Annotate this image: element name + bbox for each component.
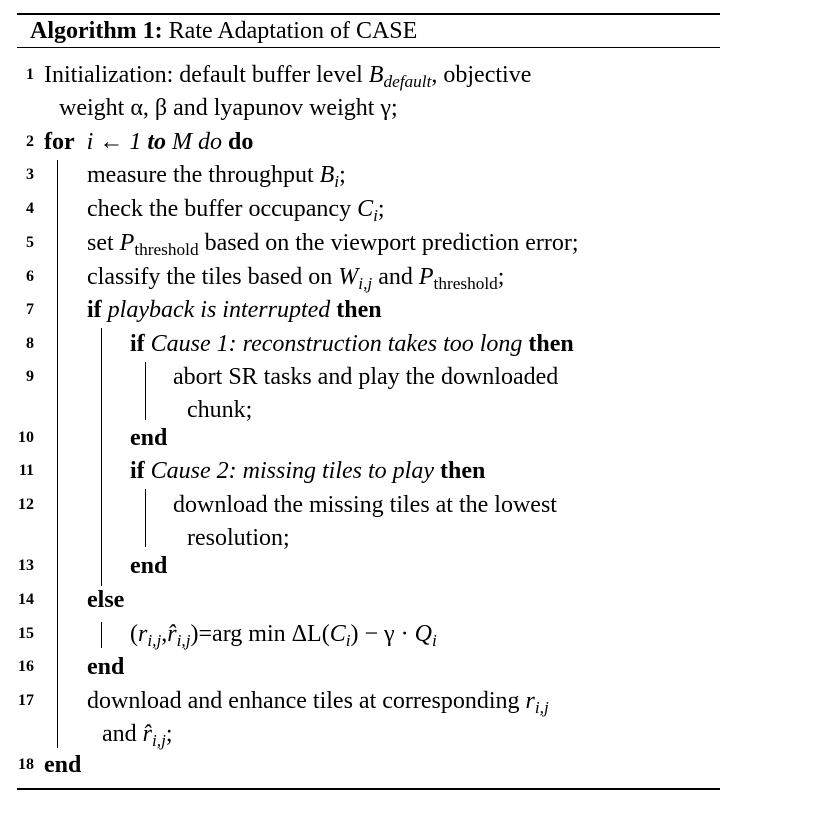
kw-end: end (44, 752, 82, 778)
c-i-symbol: C (357, 196, 374, 222)
condition: Cause 1: reconstruction takes too long (150, 331, 523, 357)
line-9-text: abort SR tasks and play the downloaded (173, 364, 559, 390)
line-number: 14 (18, 591, 34, 608)
q-symbol: Q (414, 621, 432, 647)
p-threshold-subscript: threshold (134, 240, 199, 260)
line-3 (87, 160, 346, 190)
line-16 (87, 652, 124, 682)
p-threshold-symbol: P (119, 230, 135, 256)
kw-do: do (228, 129, 254, 155)
formula-comma: , (161, 621, 168, 647)
line-6 (87, 262, 504, 292)
r-hat-symbol: r̂ (167, 621, 177, 647)
caption-label: Algorithm 1: (30, 18, 163, 44)
line-5 (87, 228, 578, 258)
r-hat-subscript: i,j (176, 631, 191, 651)
kw-if: if (87, 297, 102, 323)
kw-end: end (130, 425, 168, 451)
r-symbol: r (138, 621, 148, 647)
c-i-subscript: i (373, 206, 378, 226)
c-symbol: C (329, 621, 346, 647)
if-scope-bar (101, 328, 102, 586)
kw-if: if (130, 458, 145, 484)
formula-argmin: )=arg min ΔL( (190, 621, 330, 647)
line-2 (44, 127, 253, 157)
formula-open: ( (130, 621, 138, 647)
w-ij-symbol: W (338, 264, 359, 290)
line-number: 2 (26, 133, 34, 150)
line-4 (87, 194, 385, 224)
line-number: 13 (18, 557, 34, 574)
r-hat-ij-subscript: i,j (152, 731, 166, 751)
line-14 (87, 585, 124, 615)
line-17-text: download and enhance tiles at corresponding (87, 688, 520, 714)
line-12-cont-text: resolution; (187, 525, 290, 551)
else-scope-bar (101, 622, 102, 648)
line-12 (173, 490, 557, 520)
kw-for: for (44, 129, 75, 155)
line-6-text: classify the tiles based on (87, 264, 333, 290)
kw-end: end (87, 654, 125, 680)
loop-expr: i ← 1 (86, 129, 142, 155)
line-6-and: and (378, 264, 413, 290)
kw-then: then (336, 297, 382, 323)
line-4-end: ; (377, 196, 385, 222)
kw-then: then (528, 331, 574, 357)
r-hat-ij-symbol: r̂ (142, 721, 152, 747)
line-1 (44, 60, 531, 90)
c-subscript: i (345, 631, 351, 651)
line-12-text: download the missing tiles at the lowest (173, 492, 557, 518)
formula-minus: ) − γ · (350, 621, 415, 647)
caption-title: Rate Adaptation of CASE (168, 18, 418, 44)
if1-scope-bar (145, 362, 146, 420)
line-1-text: Initialization: default buffer level (44, 62, 363, 88)
b-i-symbol: B (319, 162, 335, 188)
line-number: 1 (26, 66, 34, 83)
line-number: 8 (26, 335, 34, 352)
kw-else: else (87, 587, 125, 613)
line-6-end: ; (497, 264, 505, 290)
for-scope-bar (57, 160, 58, 748)
kw-if: if (130, 331, 145, 357)
b-default-subscript: default (383, 72, 432, 92)
condition: playback is interrupted (107, 297, 331, 323)
algorithm-caption (30, 16, 417, 46)
line-number: 6 (26, 268, 34, 285)
line-number: 12 (18, 496, 34, 513)
line-1-cont-text: weight α, β and lyapunov weight γ; (59, 95, 398, 121)
line-number: 15 (18, 625, 34, 642)
line-8 (130, 329, 574, 359)
q-subscript: i (432, 631, 437, 651)
line-number: 9 (26, 368, 34, 385)
line-17-and: and (102, 721, 137, 747)
r-ij-subscript: i,j (534, 698, 549, 718)
line-5-text: set (87, 230, 114, 256)
r-subscript: i,j (147, 631, 162, 651)
b-default-symbol: B (368, 62, 384, 88)
kw-end: end (130, 553, 168, 579)
line-number: 3 (26, 166, 34, 183)
kw-do-italic: do (198, 129, 222, 155)
line-number: 18 (18, 756, 34, 773)
line-13 (130, 551, 167, 581)
line-9-cont-text: chunk; (187, 397, 253, 423)
line-15 (130, 619, 437, 649)
condition: Cause 2: missing tiles to play (150, 458, 434, 484)
line-17-cont (102, 719, 173, 749)
if2-scope-bar (145, 489, 146, 547)
rule-top (17, 13, 720, 15)
p-threshold-subscript: threshold (433, 274, 498, 294)
line-5-tail: based on the viewport prediction error; (204, 230, 579, 256)
line-number: 17 (18, 692, 34, 709)
line-11 (130, 456, 485, 486)
w-ij-subscript: i,j (358, 274, 373, 294)
rule-mid (17, 47, 720, 48)
p-threshold-symbol: P (418, 264, 434, 290)
line-18 (44, 750, 81, 780)
line-number: 7 (26, 301, 34, 318)
line-number: 11 (18, 462, 34, 479)
line-7 (87, 295, 382, 325)
line-17 (87, 686, 549, 716)
rule-bottom (17, 788, 720, 790)
line-10 (130, 423, 167, 453)
kw-then: then (440, 458, 486, 484)
kw-to: to (147, 129, 166, 155)
line-17-end: ; (165, 721, 173, 747)
line-9-cont (187, 395, 252, 425)
line-number: 5 (26, 234, 34, 251)
b-i-subscript: i (334, 172, 340, 192)
line-3-end: ; (339, 162, 346, 188)
loop-m: M (172, 129, 192, 155)
line-1-cont (59, 93, 398, 123)
line-12-cont (187, 523, 290, 553)
r-ij-symbol: r (525, 688, 535, 714)
line-number: 10 (18, 429, 34, 446)
line-3-text: measure the throughput (87, 162, 314, 188)
line-4-text: check the buffer occupancy (87, 196, 352, 222)
line-number: 4 (26, 200, 34, 217)
line-number: 16 (18, 658, 34, 675)
line-9 (173, 362, 558, 392)
line-1-tail: , objective (431, 62, 532, 88)
